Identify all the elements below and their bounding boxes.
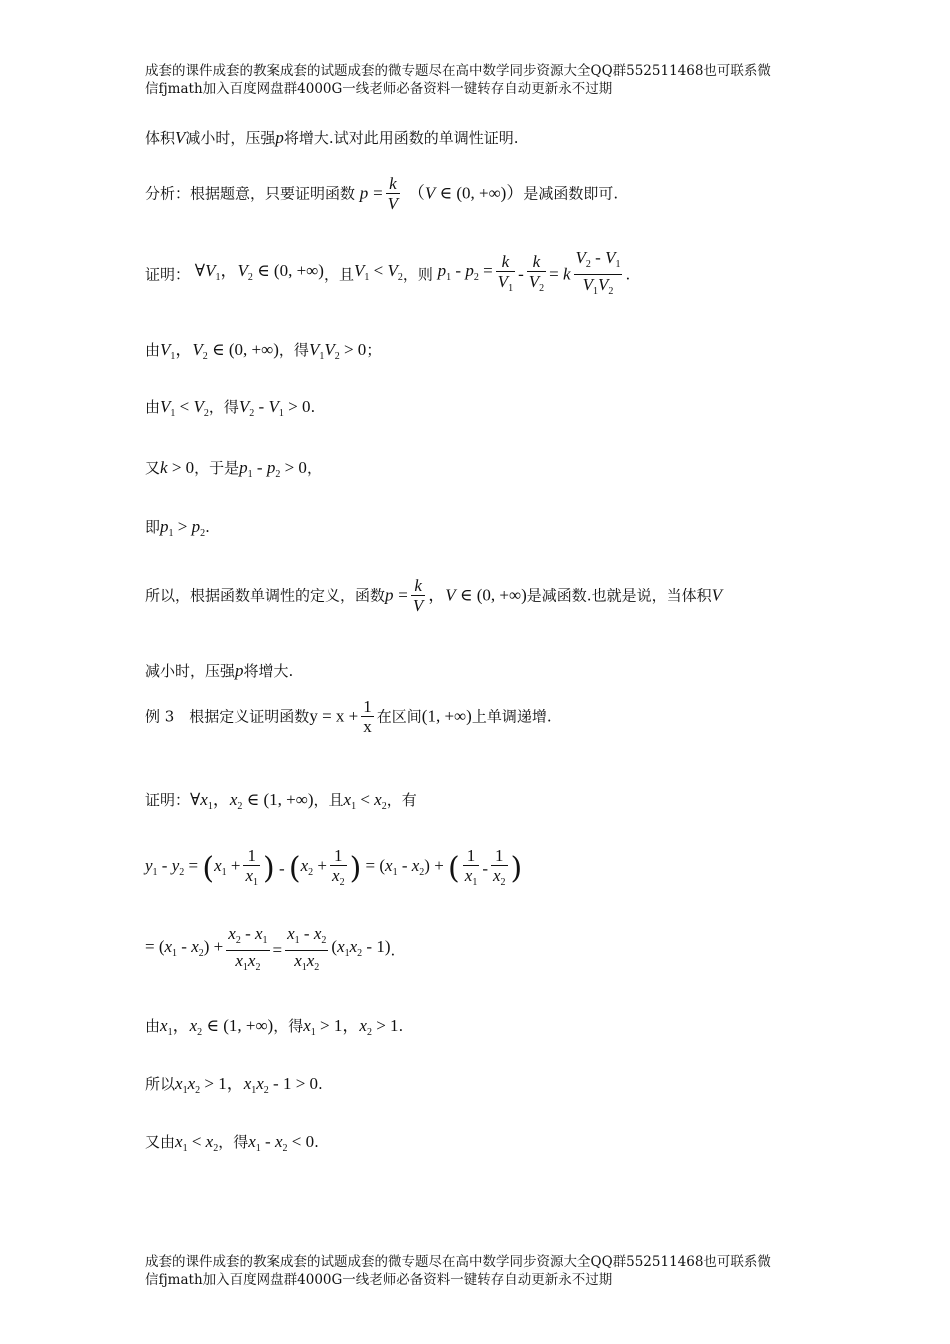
header-line-2: 信fjmath加入百度网盘群4000G一线老师必备资料一键转存自动更新永不过期 <box>145 81 613 97</box>
page-footer <box>145 1253 825 1289</box>
conclusion-line: 所以，根据函数单调性的定义，函数p = $\frac{k}{V}$ ，V ∈ (0, +∞)是减函数.也就是说，当体积V <box>145 576 722 615</box>
step-1: 由$V_1$，$V_2$ ∈ (0, +∞)，得$V_1V_2 > 0$； <box>145 340 382 362</box>
step-4: 即$p_1 > p_2$. <box>145 517 210 539</box>
step-6: 所以$x_1x_2 > 1$，$x_1x_2 - 1 > 0$. <box>145 1074 323 1096</box>
proof2-line: 证明：$\forall x_1$，$x_2$ ∈ (1, +∞)，且$x_1 < x_2$，有 <box>145 790 417 812</box>
footer-line-2: 信fjmath加入百度网盘群4000G一线老师必备资料一键转存自动更新永不过期 <box>145 1272 613 1288</box>
conclusion-line-2: 减小时，压强p将增大. <box>145 661 294 680</box>
equation-1: $y_1 - y_2 = (x_1$ + $\frac{1}{x_1}$ ) - ($x_2$ + $\frac{1}{x_2}$ ) = $(x_1 - x_2)$ + ( $\frac{1}{x_1}$ - $\frac{1}{x_2}$ ) <box>145 846 523 888</box>
analysis-line: 分析：根据题意，只要证明函数 p = $\frac{k}{V}$ （V ∈ (0, +∞)）是减函数即可. <box>145 174 619 213</box>
step-7: 又由$x_1 < x_2$，得$x_1 - x_2 < 0$. <box>145 1132 319 1154</box>
intro-line: 体积V减小时，压强p将增大.试对此用函数的单调性证明. <box>145 128 519 147</box>
proof-line: 证明： $\forall V_1$，$V_2$ ∈ (0, +∞)，且$V_1 < V_2$，则 $p_1 - p_2$ = $\frac{k}{V_1}$ - $\frac{k}{V_2}$ = k $\frac{V_2 - V_1}{V_1V_2}$ . <box>145 248 631 297</box>
header-line-1: 成套的课件成套的教案成套的试题成套的微专题尽在高中数学同步资源大全QQ群552511468也可联系微 <box>145 63 771 79</box>
example-3: 例 3 根据定义证明函数y = x + $\frac{1}{x}$ 在区间(1, +∞)上单调递增. <box>145 697 552 736</box>
step-2: 由$V_1 < V_2$，得$V_2 - V_1 > 0$. <box>145 397 316 419</box>
equation-2: = $(x_1 - x_2)$ + $\frac{x_2 - x_1}{x_1x_2}$ = $\frac{x_1 - x_2}{x_1x_2}$ $(x_1x_2 - 1)$. <box>145 924 396 973</box>
step-3: 又k > 0，于是$p_1 - p_2 > 0$， <box>145 458 322 480</box>
page-header <box>145 62 825 98</box>
footer-line-1: 成套的课件成套的教案成套的试题成套的微专题尽在高中数学同步资源大全QQ群552511468也可联系微 <box>145 1254 771 1270</box>
step-5: 由$x_1$，$x_2$ ∈ (1, +∞)，得$x_1 > 1$，$x_2 > 1$. <box>145 1016 404 1038</box>
formula-k-over-V: $\frac{k}{V}$ <box>387 174 399 213</box>
